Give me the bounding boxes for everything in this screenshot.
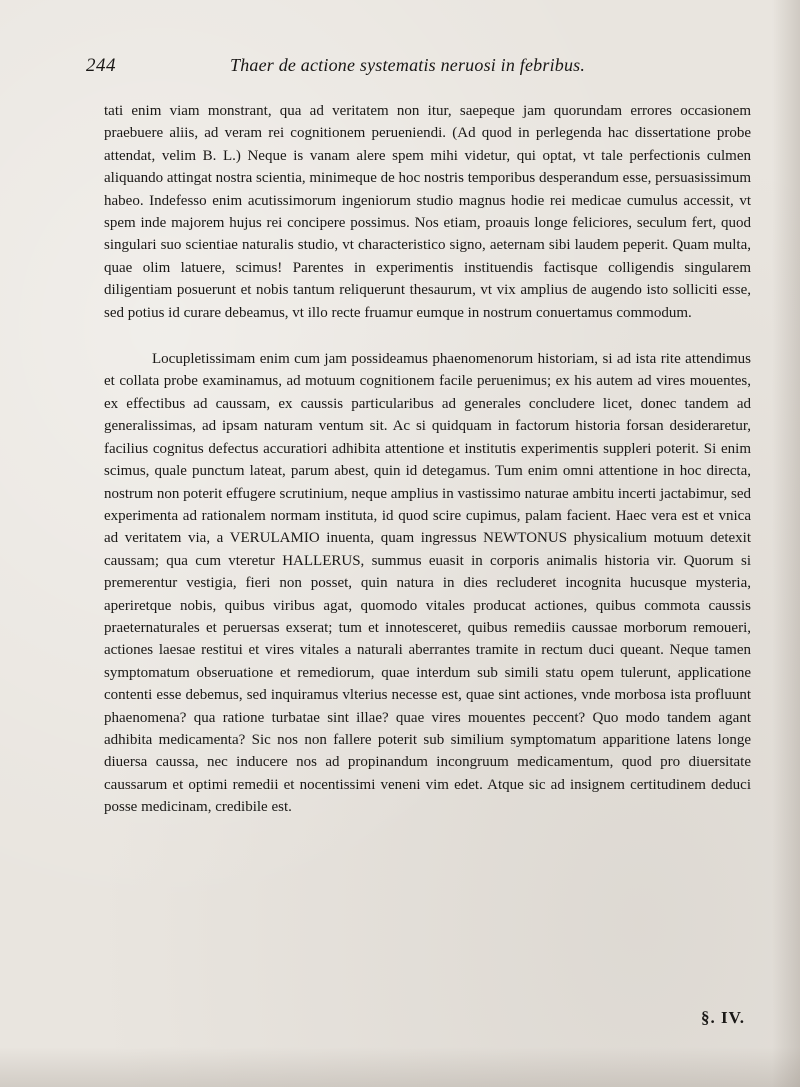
running-head: Thaer de actione systematis neruosi in febribus. <box>230 55 586 75</box>
page-edge-shadow <box>772 0 800 1087</box>
paragraph-2: Locupletissimam enim cum jam possideamus phaenomenorum historiam, si ad ista rite attendimus et collata probe examinamus, ad motuum cognitionem facile peruenimus; ex his autem ad vires mouentes, ex effectibus ad caussam, ex caussis particularibus ad generales concludere licet, donec tandem ad generalissimas, ad ipsam naturam ventum sit. Ac si quidquam in factorum historia forsan desideraretur, facilius cognitus defectus accuratiori adhibita attentione et institutis experimentis suppleri poterit. Si enim scimus, quale punctum lateat, parum abest, quin id detegamus. Tum enim omni attentione in hoc directa, nostrum non poterit effugere scrutinium, neque amplius in vastissimo naturae ambitu incerti jactabimur, sed experimenta ad rationalem normam instituta, id quod scire cupimus, palam facient. Haec vera est et vnica ad veritatem via, a VERULAMIO inuenta, quam ingressus NEWTONUS physicalium motuum detexit caussam; qua cum vteretur HALLERUS, summus euasit in corporis animalis historia vir. Quorum si premerentur vestigia, fieri non posset, quin natura in dies recluderet incognita hucusque mysteria, aperiretque nobis, quibus viribus agat, quomodo vitales producat actiones, quibus commota caussis praeternaturales et peruersas exserat; tum et innotesceret, quibus remediis caussae morborum remoueri, actiones laesae restitui et vires vitales a naturali aberrantes tramite in rectum duci queant. Neque tamen symptomatum obseruatione et remediorum, quae interdum sub simili statu opem tulerunt, applicatione contenti esse debemus, sed inquiramus vlterius necesse est, quae sint actiones, vnde morbosa ista profluunt phaenomena? qua ratione turbatae sint illae? quae vires mouentes peccent? Quo modo tandem agant adhibita medicamenta? Sic nos non fallere poterit sub similium symptomatum apparitione latens longe diuersa caussa, nec inducere nos ad propinandum incongruum medicamentum, quod pro diuersitate caussarum et optimi remedii et nocentissimi veneni vim edet. Atque sic ad insignem certitudinem deduci posse medicinam, credibile est. <box>104 351 751 816</box>
page-number: 244 <box>86 55 116 76</box>
page-header <box>86 55 752 81</box>
section-mark: §. IV. <box>701 1008 745 1027</box>
page-bottom-shadow <box>0 1047 800 1087</box>
body-text <box>104 100 751 819</box>
paragraph-1: tati enim viam monstrant, qua ad veritatem non itur, saepeque jam quorundam errores occasionem praebuere aliis, ad veram rei cognitionem perueniendi. (Ad quod in perlegenda hac dissertatione probe attendat, velim B. L.) Neque is vanam alere spem mihi videtur, qui optat, vt tale perfectionis culmen aliquando attingat nostra scientia, minimeque de hoc nostris temporibus desperandum esse, persuasissimum habeo. Indefesso enim acutissimorum ingeniorum studio magnus hodie rei medicae cumulus accessit, vt spem inde majorem hujus rei concipere possimus. Nos etiam, proauis longe feliciores, seculum fert, quod singulari suo scientiae naturalis studio, vt characteristico signo, aeternam sibi laudem peperit. Quam multa, quae olim latuere, scimus! Parentes in experimentis instituendis factisque colligendis singularem diligentiam posuerunt et nobis tantum reliquerunt thesaurum, vt vix amplius de augendo isto solliciti esse, sed potius id curare debeamus, vt illo recte fruamur eumque in nostrum conuertamus commodum. <box>104 103 751 321</box>
